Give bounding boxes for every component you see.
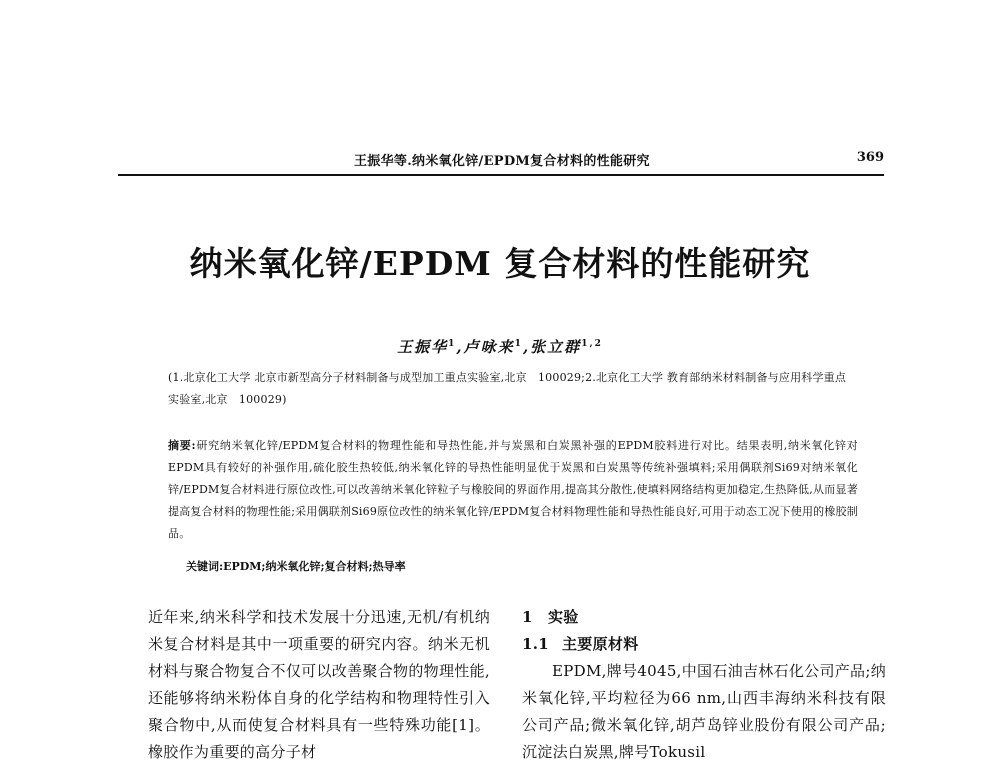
materials-paragraph: EPDM,牌号4045,中国石油吉林石化公司产品;纳米氧化锌,平均粒径为66 nm,山西丰海纳米科技有限公司产品;微米氧化锌,胡芦岛锌业股份有限公司产品;沉淀法白炭黑,牌号Tokusil — [522, 662, 886, 761]
author-affiliation-mark: 1 — [448, 339, 457, 349]
section-title: 实验 — [548, 608, 579, 626]
body-column-left — [118, 604, 490, 766]
page-number: 369 — [856, 150, 884, 165]
running-header — [118, 146, 884, 174]
affiliation: (1.北京化工大学 北京市新型高分子材料制备与成型加工重点实验室,北京 100029;2.北京化工大学 教育部纳米材料制备与应用科学重点实验室,北京 100029) — [168, 371, 847, 406]
keywords — [186, 556, 846, 578]
intro-paragraph: 近年来,纳米科学和技术发展十分迅速,无机/有机纳米复合材料是其中一项重要的研究内容。纳米无机材料与聚合物复合不仅可以改善聚合物的物理性能,还能够将纳米粉体自身的化学结构和物理特性引入聚合物中,从而使复合材料具有一些特殊功能[1]。橡胶作为重要的高分子材 — [148, 608, 490, 761]
author-affiliation-mark: 1 — [514, 339, 523, 349]
subsection-number: 1.1 — [522, 635, 549, 653]
author-line: 王振华$^1$,卢咏来$^1$,张立群$^{1,2}$ — [397, 338, 603, 356]
abstract — [168, 435, 858, 545]
abstract-label: 摘要: — [168, 439, 196, 452]
subsection-heading — [522, 631, 886, 658]
body-column-right — [522, 604, 886, 766]
keywords-text: EPDM;纳米氧化锌;复合材料;热导率 — [223, 560, 406, 573]
author-name: 张立群 — [530, 338, 582, 356]
section-number: 1 — [522, 608, 533, 626]
subsection-title: 主要原材料 — [562, 635, 639, 653]
author-affiliation-mark: 1,2 — [581, 339, 603, 349]
keywords-label: 关键词: — [186, 560, 224, 573]
section-heading — [522, 604, 886, 631]
running-header-title: 王振华等.纳米氧化锌/EPDM复合材料的性能研究 — [354, 154, 650, 169]
author-name: 卢咏来 — [463, 338, 515, 356]
paper-title: 纳米氧化锌/EPDM 复合材料的性能研究 — [189, 244, 811, 283]
author-name: 王振华 — [397, 338, 449, 356]
abstract-text: 研究纳米氧化锌/EPDM复合材料的物理性能和导热性能,并与炭黑和白炭黑补强的EPDM胶料进行对比。结果表明,纳米氧化锌对EPDM具有较好的补强作用,硫化胶生热较低,纳米氧化锌的导热性能明显优于炭黑和白炭黑等传统补强填料;采用偶联剂Si69对纳米氧化锌/EPDM复合材料进行原位改性,可以改善纳米氧化锌粒子与橡胶间的界面作用,提高其分散性,使填料网络结构更加稳定,生热降低,从而显著提高复合材料的物理性能;采用偶联剂Si69原位改性的纳米氧化锌/EPDM复合材料物理性能和导热性能良好,可用于动态工况下使用的橡胶制品。 — [168, 439, 858, 540]
header-rule — [118, 174, 884, 176]
